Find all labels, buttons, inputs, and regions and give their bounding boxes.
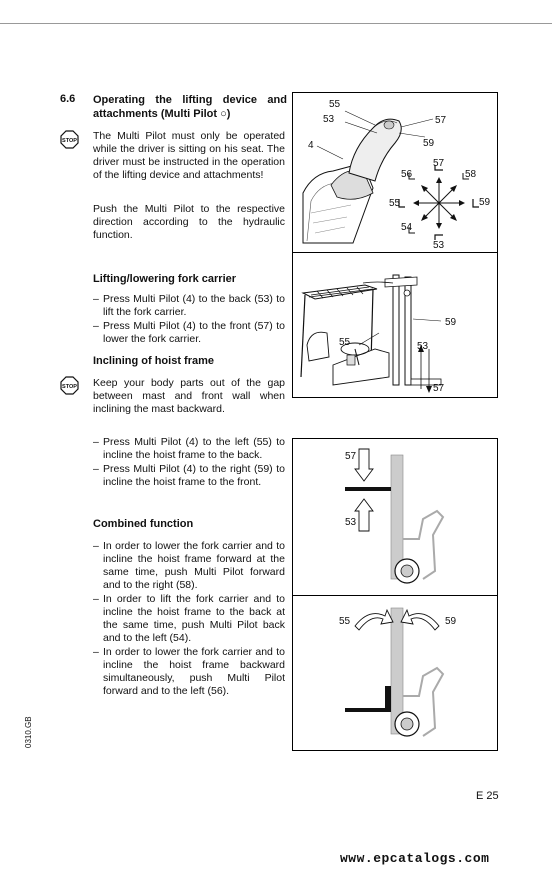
figure-forklift-cab	[292, 252, 498, 398]
combined-heading: Combined function	[93, 518, 194, 530]
list-item-text: In order to lower the fork carrier and to incline the hoist frame backward simultaneously, push Multi Pilot forward and to the left (56).	[103, 646, 285, 697]
page-number: E 25	[476, 790, 499, 802]
figure-label: 57	[345, 451, 357, 462]
document-code: 0310.GB	[24, 716, 33, 748]
intro-push-text: Push the Multi Pilot to the respective direction according to the hydraulic function.	[93, 203, 285, 241]
stop-warning-icon	[60, 130, 79, 149]
figure-label: 53	[323, 114, 335, 125]
figure-label: 59	[479, 197, 491, 208]
figure-label: 53	[417, 341, 429, 352]
figure-label: 57	[433, 158, 445, 169]
figure-label: 56	[401, 169, 413, 180]
stop-icon-text: STOP	[62, 384, 77, 390]
list-item-text: Press Multi Pilot (4) to the back (53) to lift the fork carrier.	[103, 293, 285, 318]
figure-label: 57	[435, 115, 447, 126]
lifting-heading: Lifting/lowering fork carrier	[93, 273, 237, 285]
figure-label: 55	[329, 99, 341, 110]
inclining-heading: Inclining of hoist frame	[93, 355, 215, 367]
figure-multi-pilot	[292, 92, 498, 254]
stop-warning-icon	[60, 376, 79, 395]
figure-label: 59	[445, 616, 457, 627]
section-title: Operating the lifting device and attachments (Multi Pilot ○)	[93, 94, 287, 120]
list-item-text: In order to lower the fork carrier and to incline the hoist frame forward at the same time, push Multi Pilot forward and to the right (58).	[103, 540, 285, 591]
figure-label: 55	[339, 337, 351, 348]
list-item: – In order to lower the fork carrier and to incline the hoist frame forward at the same time, push Multi Pilot forward and to the right (58).	[93, 540, 285, 591]
figure-tilt	[292, 595, 498, 751]
figure-label: 53	[433, 240, 445, 251]
figure-label: 54	[401, 222, 413, 233]
watermark-url: www.epcatalogs.com	[340, 851, 490, 866]
figure-label: 55	[389, 198, 401, 209]
list-item-text: Press Multi Pilot (4) to the front (57) to lower the fork carrier.	[103, 320, 285, 345]
list-item: – Press Multi Pilot (4) to the back (53) to lift the fork carrier.	[93, 293, 285, 318]
list-item-text: Press Multi Pilot (4) to the right (59) to incline the hoist frame to the front.	[103, 463, 285, 488]
list-item: – In order to lower the fork carrier and to incline the hoist frame backward simultaneously, push Multi Pilot forward and to the left (56).	[93, 646, 285, 697]
list-item: – In order to lift the fork carrier and to incline the hoist frame to the back at the same time, push Multi Pilot back and to the left (54).	[93, 593, 285, 644]
figure-label: 59	[445, 317, 457, 328]
stop-icon-text: STOP	[62, 138, 77, 144]
figure-label: 4	[308, 140, 314, 151]
top-rule	[0, 23, 552, 24]
list-item: – Press Multi Pilot (4) to the left (55) to incline the hoist frame to the back.	[93, 436, 285, 461]
list-item-text: In order to lift the fork carrier and to incline the hoist frame to the back at the same time, push Multi Pilot back and to the left (54).	[103, 593, 285, 644]
inclining-warning-text: Keep your body parts out of the gap between mast and front wall when inclining the mast backward.	[93, 377, 285, 415]
figure-label: 57	[433, 383, 445, 394]
figure-label: 53	[345, 517, 357, 528]
figure-lift-lower	[292, 438, 498, 596]
list-item: – Press Multi Pilot (4) to the front (57) to lower the fork carrier.	[93, 320, 285, 345]
list-item: – Press Multi Pilot (4) to the right (59) to incline the hoist frame to the front.	[93, 463, 285, 488]
list-item-text: Press Multi Pilot (4) to the left (55) to incline the hoist frame to the back.	[103, 436, 285, 461]
figure-label: 58	[465, 169, 477, 180]
intro-warning-text: The Multi Pilot must only be operated while the driver is sitting on his seat. The driver must be instructed in the operation of the lifting device and attachments!	[93, 130, 285, 181]
figure-label: 55	[339, 616, 351, 627]
figure-label: 59	[423, 138, 435, 149]
section-number: 6.6	[60, 93, 76, 105]
